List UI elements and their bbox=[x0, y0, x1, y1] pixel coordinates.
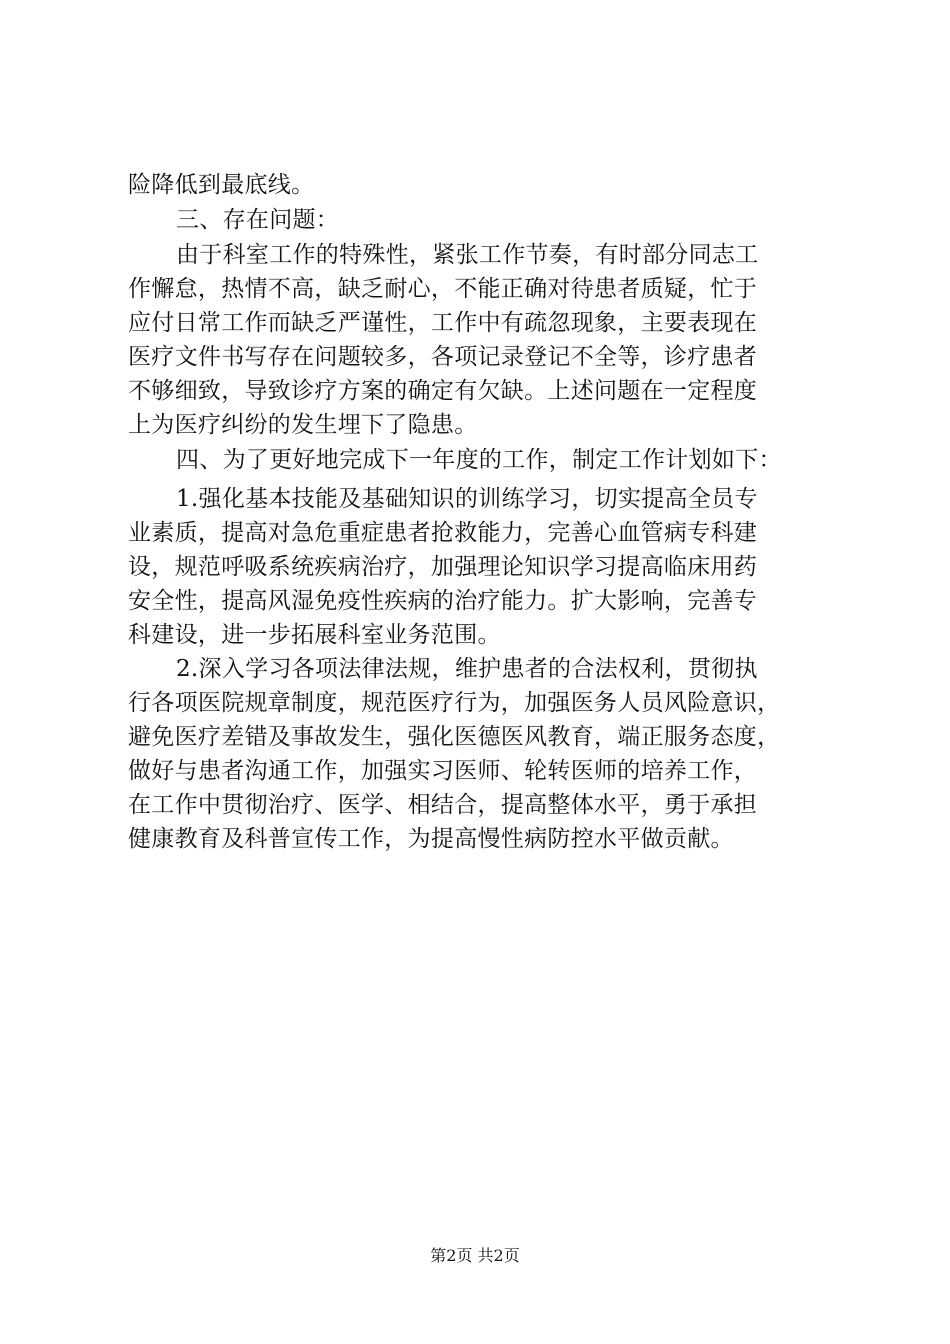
section-heading: 四、为了更好地完成下一年度的工作，制定工作计划如下： bbox=[176, 447, 782, 473]
list-item-line: 1.强化基本技能及基础知识的训练学习，切实提高全员专 bbox=[176, 486, 758, 512]
list-item-line: 安全性，提高风湿免疫性疾病的治疗能力。扩大影响，完善专 bbox=[128, 588, 758, 614]
paragraph-line: 上为医疗纠纷的发生埋下了隐患。 bbox=[128, 412, 478, 438]
list-item-line: 行各项医院规章制度，规范医疗行为，加强医务人员风险意识， bbox=[128, 690, 781, 716]
section-heading: 三、存在问题： bbox=[176, 207, 340, 233]
list-item-line: 避免医疗差错及事故发生，强化医德医风教育，端正服务态度， bbox=[128, 724, 781, 750]
list-item-line: 科建设，进一步拓展科室业务范围。 bbox=[128, 622, 501, 648]
paragraph-line: 由于科室工作的特殊性，紧张工作节奏，有时部分同志工 bbox=[176, 242, 759, 268]
list-item-line: 在工作中贯彻治疗、医学、相结合，提高整体水平，勇于承担 bbox=[128, 792, 758, 818]
page-number: 第2页 共2页 bbox=[430, 1246, 520, 1265]
paragraph-line: 医疗文件书写存在问题较多，各项记录登记不全等，诊疗患者 bbox=[128, 344, 758, 370]
paragraph-line: 不够细致，导致诊疗方案的确定有欠缺。上述问题在一定程度 bbox=[128, 378, 758, 404]
list-item-line: 2.深入学习各项法律法规，维护患者的合法权利，贯彻执 bbox=[176, 656, 758, 682]
paragraph-line: 作懈怠，热情不高，缺乏耐心，不能正确对待患者质疑，忙于 bbox=[128, 276, 758, 302]
list-item-line: 业素质，提高对急危重症患者抢救能力，完善心血管病专科建 bbox=[128, 520, 758, 546]
list-item-line: 设，规范呼吸系统疾病治疗，加强理论知识学习提高临床用药 bbox=[128, 554, 758, 580]
list-item-line: 健康教育及科普宣传工作，为提高慢性病防控水平做贡献。 bbox=[128, 826, 734, 852]
list-item-line: 做好与患者沟通工作，加强实习医师、轮转医师的培养工作， bbox=[128, 758, 758, 784]
paragraph-line: 应付日常工作而缺乏严谨性，工作中有疏忽现象，主要表现在 bbox=[128, 310, 758, 336]
paragraph-line: 险降低到最底线。 bbox=[128, 172, 315, 198]
